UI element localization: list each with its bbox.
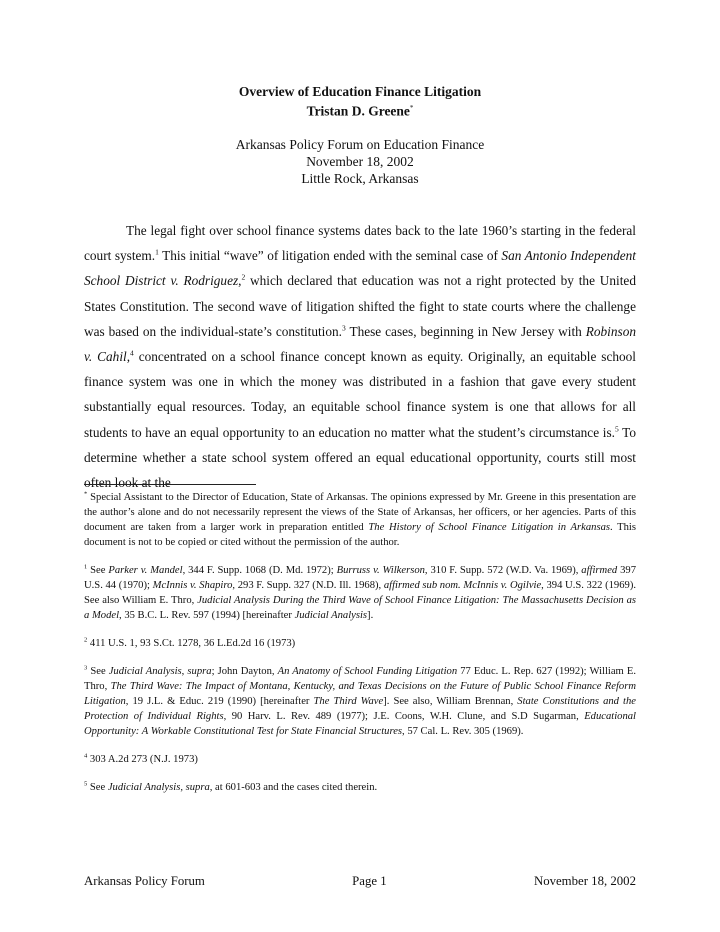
footnote-italic: The Third Wave: The Impact of Montana, Kentucky, and Texas Decisions on the Future of Public School Finance Reform Litigation bbox=[84, 681, 636, 707]
document-title: Overview of Education Finance Litigation bbox=[238, 84, 482, 99]
footnote-text: , 344 F. Supp. 1068 (D. Md. 1972); bbox=[182, 565, 337, 576]
footnotes bbox=[84, 490, 636, 808]
footnote-2 bbox=[84, 636, 636, 651]
footnote-mark: 1 bbox=[84, 563, 88, 571]
footnote-italic: Judicial Analysis, supra, bbox=[107, 782, 213, 793]
footnote-ref-2: 2 bbox=[241, 272, 246, 282]
event-date: November 18, 2002 bbox=[306, 154, 414, 169]
footnote-italic: Judicial Analysis During the Third Wave of School Finance Litigation: The Massachusetts Decision as a Model bbox=[84, 595, 636, 621]
footnote-text: ]. bbox=[367, 610, 374, 621]
footnote-italic: affirmed sub nom. McInnis v. Ogilvie bbox=[383, 580, 542, 591]
body-text-3: , bbox=[238, 273, 242, 289]
body-text-5: These cases, beginning in New Jersey with bbox=[345, 323, 586, 339]
footnote-text: , 394 U.S. 322 (1969). See also William E. Thro, bbox=[84, 580, 636, 606]
footnote-text: 397 U.S. 44 (1970); bbox=[84, 565, 637, 591]
footnote-mark: * bbox=[84, 490, 88, 498]
footnote-text: . This document is not to be copied or cited without the permission of the author. bbox=[84, 522, 636, 548]
body-text-4: which declared that education was not a right protected by the United States Constitution. The second wave of litigation shifted the fight to state courts where the challenge was based on the individual-state’s constitution. bbox=[84, 273, 636, 339]
page-footer bbox=[84, 874, 636, 889]
footnote-text: 77 Educ. L. Rep. 627 (1992); William E. Thro, bbox=[84, 666, 637, 692]
footnote-italic: Burruss v. Wilkerson bbox=[336, 565, 425, 576]
footnote-text: , bbox=[181, 666, 188, 677]
event-location: Little Rock, Arkansas bbox=[301, 171, 419, 186]
body-text-6: , bbox=[126, 349, 131, 365]
footnote-text: , 310 F. Supp. 572 (W.D. Va. 1969), bbox=[424, 565, 582, 576]
footnote-italic: affirmed bbox=[581, 565, 618, 576]
footnote-mark: 4 bbox=[84, 752, 88, 760]
footnote-text: , 19 J.L. & Educ. 219 (1990) [hereinafter bbox=[125, 696, 314, 707]
body-text-1: The legal fight over school finance systems dates back to the late 1960’s starting in the federal court system. bbox=[84, 223, 636, 264]
footnote-star bbox=[84, 490, 636, 550]
footnote-ref-5: 5 bbox=[614, 424, 619, 434]
author-footnote-mark: * bbox=[409, 104, 414, 112]
footnote-ref-4: 4 bbox=[130, 348, 134, 358]
footnote-ref-3: 3 bbox=[341, 323, 346, 333]
page-number: Page 1 bbox=[352, 874, 387, 888]
footnote-text: , 90 Harv. L. Rev. 489 (1977); J.E. Coons, W.H. Clune, and S.D Sugarman, bbox=[223, 711, 585, 722]
author-name: Tristan D. Greene bbox=[306, 103, 410, 119]
footnote-text: at 601-603 and the cases cited therein. bbox=[212, 782, 378, 793]
footnote-text: Special Assistant to the Director of Education, State of Arkansas. The opinions expressed by Mr. Greene in this presentation are the author’s alone and do not necessarily represent the views of the State of Arkansas, her officers, or her agencies. Parts of this document are taken from a larger work in preparation entitled bbox=[84, 492, 636, 533]
body-text-2: This initial “wave” of litigation ended with the seminal case of bbox=[158, 248, 502, 264]
body-paragraph bbox=[84, 218, 636, 498]
footer-date: November 18, 2002 bbox=[533, 874, 636, 888]
footnote-italic: State Constitutions and the Protection of Individual Rights bbox=[84, 696, 636, 722]
footnote-divider bbox=[84, 484, 256, 485]
footer-left: Arkansas Policy Forum bbox=[84, 874, 205, 888]
footnote-1 bbox=[84, 563, 636, 623]
footnote-italic: McInnis v. Shapiro bbox=[152, 580, 233, 591]
case-name-rodriguez: San Antonio Independent School District v. Rodriguez bbox=[84, 248, 636, 289]
footnote-text: See bbox=[87, 666, 109, 677]
footnote-mark: 2 bbox=[84, 636, 88, 644]
footnote-ref-1: 1 bbox=[155, 247, 159, 257]
footnote-text: 411 U.S. 1, 93 S.Ct. 1278, 36 L.Ed.2d 16 (1973) bbox=[87, 638, 296, 649]
forum-name: Arkansas Policy Forum on Education Finance bbox=[235, 137, 485, 152]
footnote-italic: Parker v. Mandel bbox=[108, 565, 183, 576]
footnote-4 bbox=[84, 752, 636, 767]
footnote-italic: The History of School Finance Litigation in Arkansas bbox=[368, 522, 610, 533]
footnote-text: ]. See also, William Brennan, bbox=[383, 696, 518, 707]
footnote-text: See bbox=[87, 565, 109, 576]
footnote-5 bbox=[84, 780, 636, 795]
case-name-robinson: Robinson v. Cahil bbox=[84, 323, 636, 365]
footnote-italic: Educational Opportunity: A Workable Constitutional Test for State Financial Structures bbox=[84, 711, 636, 737]
footnote-text: , 35 B.C. L. Rev. 597 (1994) [hereinafter bbox=[119, 610, 295, 621]
body-text-7: concentrated on a school finance concept known as equity. Originally, an equitable school finance system was one in which the money was distributed in a fashion that gave every student substantially equal resources. Today, an equitable school finance system is one that allows for all students to have an equal opportunity to an education no matter what the student’s circumstance is. bbox=[84, 349, 636, 440]
footnote-italic: An Anatomy of School Funding Litigation bbox=[277, 666, 458, 677]
footnote-italic: Judicial Analysis bbox=[108, 666, 182, 677]
event-block bbox=[0, 136, 720, 187]
footnote-mark: 5 bbox=[84, 780, 88, 788]
footnote-mark: 3 bbox=[84, 664, 88, 672]
footnote-text: ; John Dayton, bbox=[211, 666, 278, 677]
body-text-8: To determine whether a state school system offered an equal educational opportunity, courts still most often look at the bbox=[84, 424, 636, 491]
footnote-3 bbox=[84, 664, 636, 739]
footnote-text: 303 A.2d 273 (N.J. 1973) bbox=[87, 754, 198, 765]
footnote-italic: supra bbox=[187, 666, 212, 677]
footnote-text: , 57 Cal. L. Rev. 305 (1969). bbox=[402, 726, 524, 737]
footnote-italic: The Third Wave bbox=[313, 696, 384, 707]
title-block bbox=[0, 84, 720, 120]
author-line bbox=[0, 100, 720, 120]
footnote-text: , 293 F. Supp. 327 (N.D. Ill. 1968), bbox=[232, 580, 384, 591]
footnote-text: See bbox=[87, 782, 108, 793]
footnote-italic: Judicial Analysis bbox=[294, 610, 368, 621]
